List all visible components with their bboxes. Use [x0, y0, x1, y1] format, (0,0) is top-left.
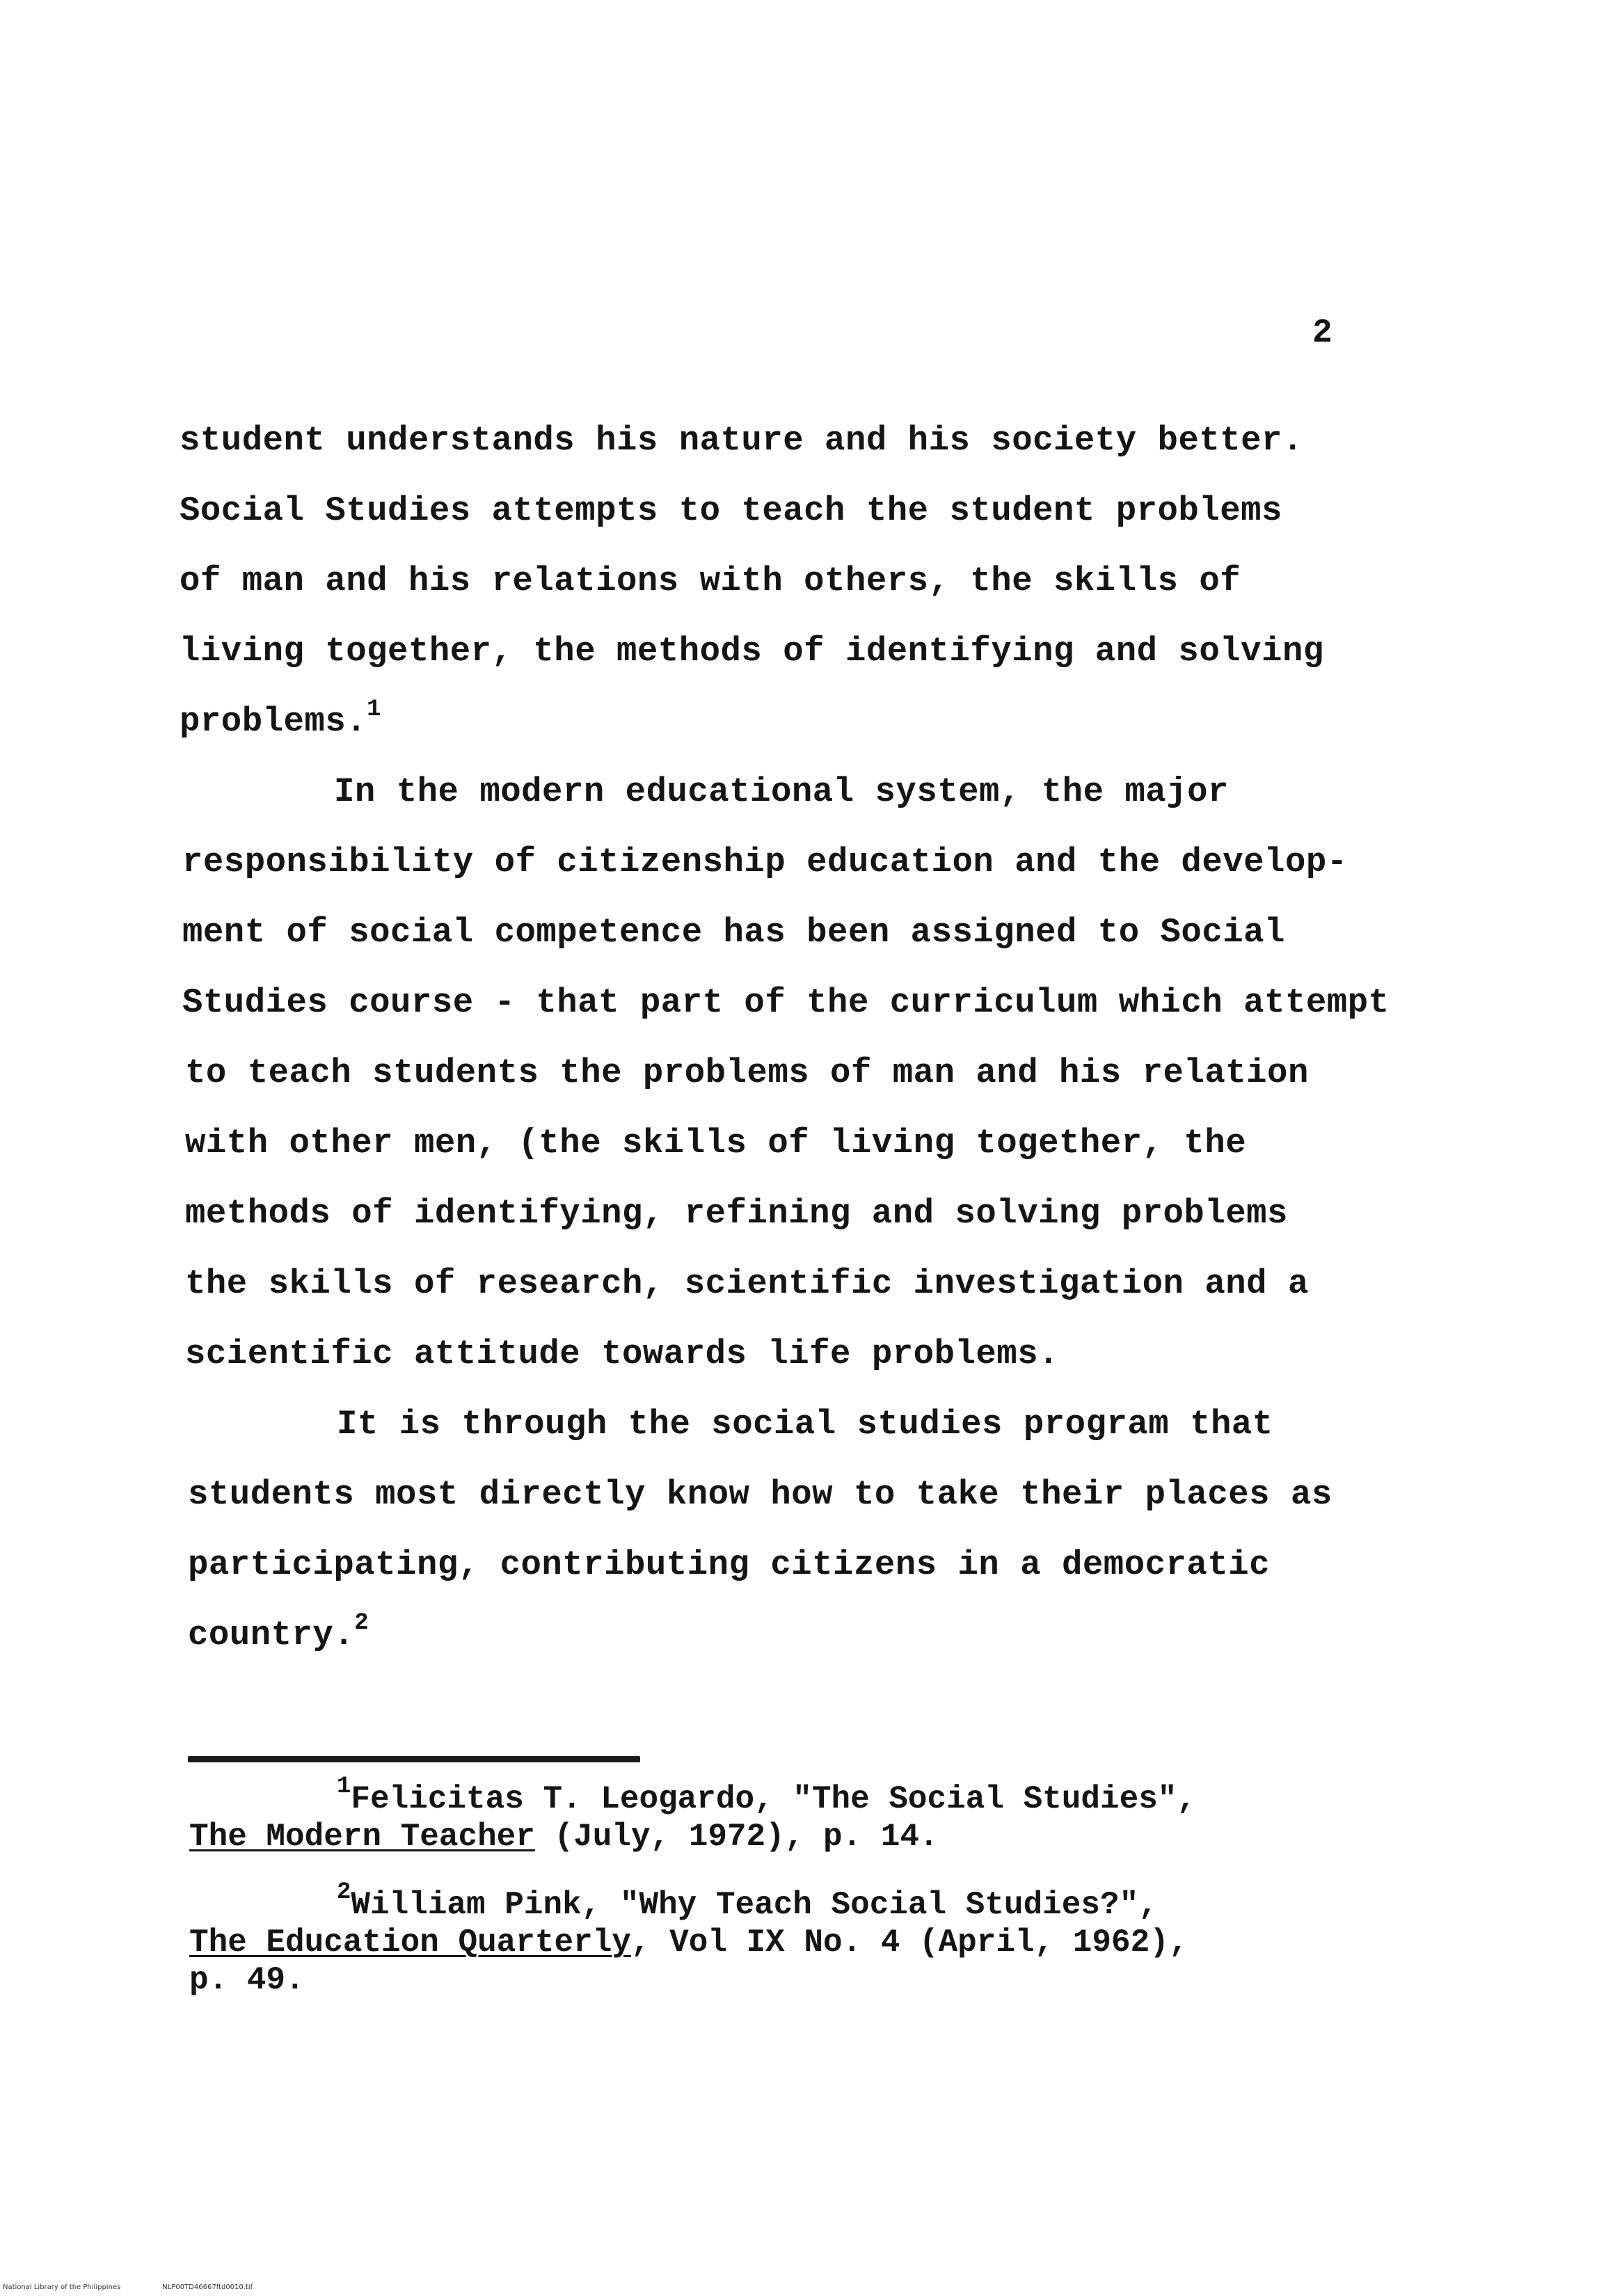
footnote-text: (July, 1972), p. 14.: [534, 1819, 939, 1855]
archive-file-id: NLP00TD46667ftd0010.tif: [162, 2283, 253, 2291]
body-line: participating, contributing citizens in a democratic: [188, 1545, 1271, 1584]
body-line: living together, the methods of identifying and solving: [180, 632, 1324, 671]
footnote-2-line-2: [189, 1924, 1188, 1961]
footnote-2-line-1: [337, 1879, 1158, 1923]
footnote-marker: 1: [367, 696, 382, 723]
footnote-number: 1: [337, 1773, 351, 1800]
footnote-text: William Pink, "Why Teach Social Studies?",: [351, 1887, 1158, 1923]
archive-institution: National Library of the Philippines: [3, 2283, 121, 2291]
body-line-text: country.: [188, 1616, 355, 1655]
body-line: student understands his nature and his society better.: [180, 421, 1303, 460]
body-line-text: problems.: [180, 702, 367, 741]
body-line: responsibility of citizenship education and the develop-: [182, 843, 1348, 882]
body-line: Studies course - that part of the curriculum which attempt: [182, 983, 1390, 1022]
body-line: ment of social competence has been assigned to Social: [182, 913, 1285, 952]
body-line: [180, 696, 382, 741]
body-line: the skills of research, scientific investigation and a: [185, 1264, 1309, 1303]
body-line: Social Studies attempts to teach the student problems: [180, 491, 1282, 530]
body-line: [188, 1610, 369, 1655]
footnote-2-line-3: p. 49.: [189, 1962, 305, 1998]
footnote-1-line-2: [189, 1819, 939, 1855]
body-line: scientific attitude towards life problems.: [185, 1334, 1060, 1373]
body-line: It is through the social studies program that: [337, 1405, 1273, 1444]
body-line: to teach students the problems of man and his relation: [185, 1053, 1309, 1092]
body-line: students most directly know how to take their places as: [188, 1475, 1332, 1514]
body-line: with other men, (the skills of living together, the: [185, 1124, 1247, 1163]
footnote-text: , Vol IX No. 4 (April, 1962),: [630, 1924, 1188, 1961]
footnote-text: Felicitas T. Leogardo, "The Social Studies",: [351, 1781, 1197, 1817]
footnote-separator: [188, 1756, 640, 1762]
footnote-source-title: The Education Quarterly: [189, 1924, 631, 1961]
page-number: 2: [1312, 314, 1332, 352]
archive-footer: [3, 2283, 294, 2291]
footnote-marker: 2: [354, 1610, 369, 1636]
footnote-1-line-1: [337, 1773, 1197, 1817]
body-line: of man and his relations with others, the skills of: [180, 561, 1241, 600]
footnote-number: 2: [337, 1879, 351, 1906]
body-line: In the modern educational system, the major: [334, 772, 1229, 811]
body-line: methods of identifying, refining and solving problems: [185, 1194, 1288, 1233]
footnote-source-title: The Modern Teacher: [189, 1819, 535, 1855]
